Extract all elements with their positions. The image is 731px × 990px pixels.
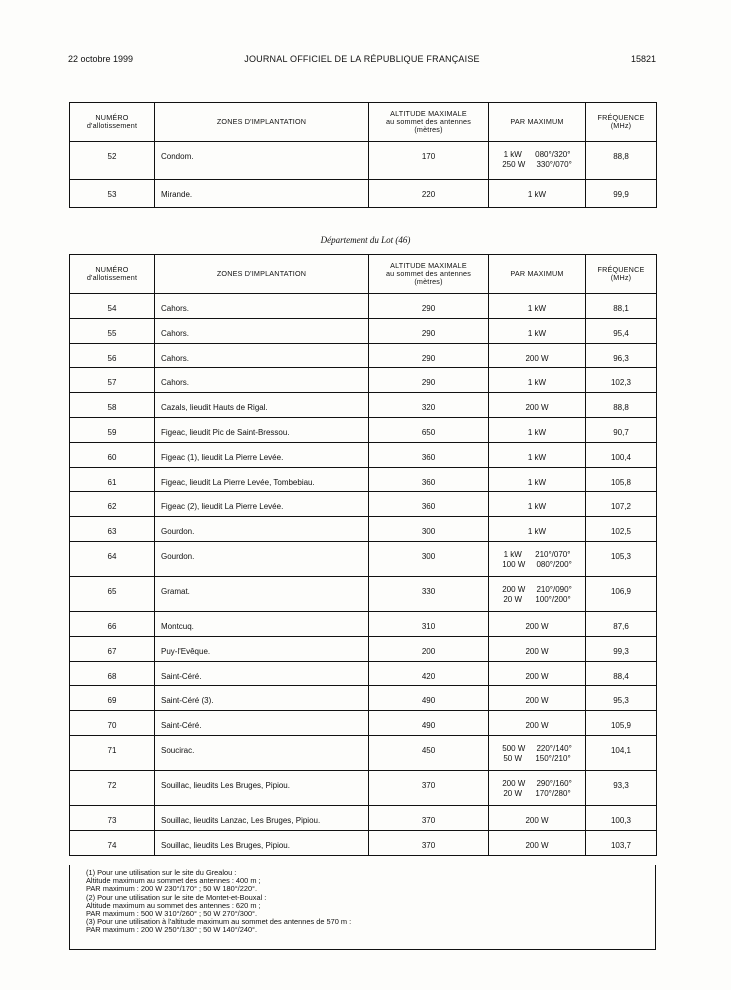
cell-zone <box>155 180 369 208</box>
table-row <box>70 294 657 319</box>
cell-altitude <box>369 442 489 467</box>
cell-frequence <box>586 318 657 343</box>
cell-zone <box>155 442 369 467</box>
footnote-line: (1) Pour une utilisation sur le site du Grealou : <box>86 868 237 877</box>
cell-numero-text: 66 <box>107 621 117 631</box>
cell-frequence <box>586 417 657 442</box>
cell-frequence-text: 87,6 <box>613 621 629 631</box>
cell-zone-text: Gourdon. <box>161 551 195 561</box>
cell-frequence-text: 102,3 <box>610 378 632 388</box>
cell-par-text: 1 kW <box>527 378 547 388</box>
cell-numero <box>70 142 155 180</box>
table-row <box>70 417 657 442</box>
cell-par-line: 500 W 220°/140° <box>502 743 572 753</box>
cell-zone <box>155 686 369 711</box>
cell-zone-text: Gramat. <box>161 586 190 596</box>
cell-numero-text: 68 <box>107 671 117 681</box>
cell-par <box>489 711 586 736</box>
cell-altitude-text: 170 <box>421 152 436 161</box>
cell-zone <box>155 735 369 770</box>
cell-frequence-text: 100,3 <box>610 815 632 825</box>
cell-zone <box>155 711 369 736</box>
cell-zone-text: Figeac, lieudit Pic de Saint-Bressou. <box>161 427 290 437</box>
cell-altitude-text: 320 <box>421 403 436 413</box>
cell-frequence <box>586 576 657 611</box>
cell-zone <box>155 517 369 542</box>
footnote-line: PAR maximum : 500 W 310°/260° ; 50 W 270°/300°. <box>86 909 258 919</box>
cell-numero <box>70 711 155 736</box>
cell-altitude-text: 290 <box>421 304 436 313</box>
cell-par-text: 1 kW <box>527 304 547 313</box>
cell-altitude-text: 290 <box>421 378 436 388</box>
cell-altitude <box>369 770 489 805</box>
cell-frequence-text: 99,3 <box>613 646 629 656</box>
cell-numero-text: 54 <box>107 304 117 313</box>
cell-numero <box>70 770 155 805</box>
cell-par-text: 1 kW <box>527 452 547 462</box>
cell-frequence <box>586 142 657 180</box>
cell-zone-text: Cazals, lieudit Hauts de Rigal. <box>161 403 268 413</box>
table-row <box>70 805 657 830</box>
cell-altitude <box>369 636 489 661</box>
cell-numero <box>70 442 155 467</box>
cell-numero <box>70 576 155 611</box>
cell-zone-text: Gourdon. <box>161 527 195 537</box>
cell-zone <box>155 467 369 492</box>
cell-numero-text: 62 <box>107 502 117 512</box>
cell-altitude <box>369 517 489 542</box>
cell-numero-text: 67 <box>107 646 117 656</box>
cell-altitude-text: 300 <box>421 527 436 537</box>
cell-par <box>489 661 586 686</box>
table-header-row <box>70 255 657 294</box>
cell-numero <box>70 636 155 661</box>
cell-numero-text: 70 <box>107 721 117 731</box>
cell-frequence-text: 102,5 <box>610 527 632 537</box>
cell-par <box>489 417 586 442</box>
cell-altitude <box>369 180 489 208</box>
cell-numero-text: 58 <box>107 403 117 413</box>
cell-numero <box>70 805 155 830</box>
cell-altitude-text: 300 <box>421 551 436 561</box>
cell-numero <box>70 735 155 770</box>
cell-par-line: 50 W 150°/210° <box>503 753 571 763</box>
cell-altitude <box>369 735 489 770</box>
cell-altitude <box>369 467 489 492</box>
table-row <box>70 393 657 418</box>
cell-frequence <box>586 343 657 368</box>
footnote-line: PAR maximum : 200 W 250°/130° ; 50 W 140°/240°. <box>86 925 258 935</box>
footnote-line: Altitude maximum au sommet des antennes : 400 m ; <box>86 876 261 886</box>
cell-altitude <box>369 294 489 319</box>
cell-frequence <box>586 735 657 770</box>
cell-frequence-text: 88,8 <box>613 403 629 413</box>
cell-altitude-text: 290 <box>421 328 436 338</box>
cell-altitude <box>369 686 489 711</box>
cell-zone-text: Saint-Céré. <box>161 721 202 731</box>
table-row <box>70 636 657 661</box>
cell-frequence <box>586 517 657 542</box>
cell-altitude-text: 370 <box>421 815 436 825</box>
table-row <box>70 735 657 770</box>
table-row <box>70 517 657 542</box>
cell-frequence <box>586 711 657 736</box>
cell-par-line: 1 kW 210°/070° <box>503 549 571 559</box>
cell-frequence-text: 93,3 <box>613 780 629 790</box>
cell-frequence <box>586 467 657 492</box>
cell-numero <box>70 467 155 492</box>
cell-numero-text: 71 <box>107 745 117 755</box>
cell-zone-text: Condom. <box>161 152 194 161</box>
cell-par <box>489 541 586 576</box>
cell-par-line: 250 W 330°/070° <box>502 160 572 169</box>
cell-par-text: 200 W <box>525 721 549 731</box>
cell-par-line: 20 W 170°/280° <box>503 788 571 798</box>
cell-altitude-text: 420 <box>421 671 436 681</box>
cell-zone <box>155 368 369 393</box>
cell-altitude <box>369 611 489 636</box>
cell-zone <box>155 576 369 611</box>
cell-zone <box>155 805 369 830</box>
col-header-frequence: FRÉQUENCE (MHz) <box>586 255 657 294</box>
page-number: 15821 <box>630 54 656 64</box>
cell-frequence-text: 88,1 <box>613 304 629 313</box>
cell-frequence-text: 88,4 <box>613 671 629 681</box>
cell-altitude <box>369 368 489 393</box>
cell-numero-text: 63 <box>107 527 117 537</box>
cell-numero-text: 53 <box>107 190 117 199</box>
cell-frequence-text: 103,7 <box>610 840 632 850</box>
cell-par-line: 1 kW 080°/320° <box>503 150 571 159</box>
col-header-altitude: ALTITUDE MAXIMALE au sommet des antennes (mètres) <box>369 255 489 294</box>
cell-frequence-text: 106,9 <box>610 586 632 596</box>
cell-frequence <box>586 393 657 418</box>
cell-altitude <box>369 343 489 368</box>
cell-frequence-text: 105,8 <box>610 477 632 487</box>
cell-zone-text: Mirande. <box>161 190 193 199</box>
cell-par <box>489 770 586 805</box>
col-header-numero: NUMÉRO d'allotissement <box>70 103 155 142</box>
cell-zone <box>155 830 369 855</box>
cell-zone <box>155 541 369 576</box>
table-body <box>70 142 657 208</box>
cell-altitude <box>369 541 489 576</box>
footnote-line: (3) Pour une utilisation à l'altitude maximum au sommet des antennes de 570 m : <box>86 917 352 927</box>
cell-altitude-text: 290 <box>421 353 436 363</box>
cell-numero-text: 72 <box>107 780 117 790</box>
cell-altitude <box>369 142 489 180</box>
cell-par-line: 100 W 080°/200° <box>502 559 572 569</box>
cell-frequence <box>586 830 657 855</box>
table-row <box>70 576 657 611</box>
cell-par-line: 20 W 100°/200° <box>503 594 571 604</box>
cell-numero <box>70 393 155 418</box>
cell-zone-text: Figeac (1), lieudit La Pierre Levée. <box>161 452 284 462</box>
cell-frequence-text: 105,9 <box>610 721 632 731</box>
allotment-table-1 <box>69 102 657 208</box>
cell-altitude-text: 370 <box>421 840 436 850</box>
footnote-line: Altitude maximum au sommet des antennes : 620 m ; <box>86 900 261 910</box>
cell-numero <box>70 686 155 711</box>
cell-par <box>489 142 586 180</box>
cell-frequence-text: 96,3 <box>613 353 629 363</box>
cell-numero <box>70 368 155 393</box>
cell-zone-text: Cahors. <box>161 328 190 338</box>
cell-zone-text: Figeac (2), lieudit La Pierre Levée. <box>161 502 284 512</box>
cell-altitude-text: 360 <box>421 452 436 462</box>
cell-numero <box>70 661 155 686</box>
table-row <box>70 142 657 180</box>
table-row <box>70 830 657 855</box>
cell-numero-text: 52 <box>107 152 117 161</box>
cell-par <box>489 611 586 636</box>
table-row <box>70 661 657 686</box>
cell-altitude-text: 310 <box>421 621 436 631</box>
cell-par <box>489 636 586 661</box>
cell-frequence <box>586 368 657 393</box>
cell-altitude-text: 650 <box>421 427 436 437</box>
cell-par-text: 200 W <box>525 353 549 363</box>
cell-zone <box>155 492 369 517</box>
table-row <box>70 686 657 711</box>
cell-altitude-text: 220 <box>421 190 436 199</box>
cell-zone-text: Souillac, lieudits Les Bruges, Pipiou. <box>161 780 290 790</box>
cell-frequence-text: 95,4 <box>613 328 629 338</box>
cell-par-line: 200 W 210°/090° <box>502 584 572 594</box>
cell-altitude-text: 370 <box>421 780 436 790</box>
cell-numero-text: 73 <box>107 815 117 825</box>
cell-par-text: 200 W <box>525 671 549 681</box>
cell-zone-text: Souillac, lieudits Lanzac, Les Bruges, Pipiou. <box>161 815 321 825</box>
cell-par <box>489 368 586 393</box>
table-row <box>70 343 657 368</box>
cell-numero-text: 56 <box>107 353 117 363</box>
cell-par <box>489 343 586 368</box>
cell-zone-text: Soucirac. <box>161 745 195 755</box>
cell-numero-text: 57 <box>107 378 117 388</box>
cell-zone <box>155 611 369 636</box>
cell-numero <box>70 611 155 636</box>
cell-zone-text: Cahors. <box>161 304 190 313</box>
table-header-row <box>70 103 657 142</box>
cell-numero <box>70 517 155 542</box>
cell-altitude <box>369 661 489 686</box>
cell-altitude <box>369 318 489 343</box>
col-header-zones: ZONES D'IMPLANTATION <box>155 255 369 294</box>
cell-par <box>489 492 586 517</box>
cell-numero <box>70 180 155 208</box>
cell-par-text: 200 W <box>525 646 549 656</box>
cell-numero <box>70 294 155 319</box>
cell-frequence <box>586 805 657 830</box>
cell-altitude <box>369 830 489 855</box>
cell-par-text: 200 W <box>525 403 549 413</box>
cell-altitude-text: 450 <box>421 745 436 755</box>
department-title: Département du Lot (46) <box>320 235 411 245</box>
cell-par-text: 1 kW <box>527 190 547 199</box>
cell-numero-text: 64 <box>107 551 117 561</box>
cell-altitude <box>369 417 489 442</box>
cell-altitude <box>369 492 489 517</box>
cell-zone-text: Montcuq. <box>161 621 194 631</box>
cell-frequence-text: 105,3 <box>610 551 632 561</box>
cell-altitude-text: 330 <box>421 586 436 596</box>
cell-numero-text: 55 <box>107 328 117 338</box>
table-row <box>70 442 657 467</box>
cell-numero <box>70 492 155 517</box>
cell-altitude-text: 360 <box>421 502 436 512</box>
cell-par-line: 200 W 290°/160° <box>502 778 572 788</box>
cell-frequence-text: 95,3 <box>613 696 629 706</box>
cell-altitude-text: 490 <box>421 696 436 706</box>
table-row <box>70 492 657 517</box>
cell-zone <box>155 343 369 368</box>
cell-numero <box>70 343 155 368</box>
cell-par-text: 1 kW <box>527 477 547 487</box>
table-row <box>70 318 657 343</box>
cell-par <box>489 318 586 343</box>
cell-par <box>489 180 586 208</box>
table-row <box>70 541 657 576</box>
cell-altitude-text: 490 <box>421 721 436 731</box>
cell-frequence <box>586 661 657 686</box>
cell-par <box>489 805 586 830</box>
cell-zone <box>155 661 369 686</box>
cell-numero-text: 61 <box>107 477 117 487</box>
cell-frequence-text: 107,2 <box>610 502 632 512</box>
cell-frequence-text: 90,7 <box>613 427 629 437</box>
cell-zone <box>155 636 369 661</box>
cell-par-text: 200 W <box>525 815 549 825</box>
cell-frequence <box>586 541 657 576</box>
cell-frequence-text: 88,8 <box>613 152 629 161</box>
table-row <box>70 770 657 805</box>
cell-par <box>489 576 586 611</box>
cell-par-text: 1 kW <box>527 328 547 338</box>
journal-title: JOURNAL OFFICIEL DE LA RÉPUBLIQUE FRANÇAISE <box>244 54 480 64</box>
cell-altitude <box>369 576 489 611</box>
col-header-par: PAR MAXIMUM <box>489 103 586 142</box>
footnote-line: (2) Pour une utilisation sur le site de Montet-et-Bouxal : <box>86 892 267 902</box>
cell-par-text: 1 kW <box>527 427 547 437</box>
cell-numero <box>70 541 155 576</box>
cell-altitude <box>369 711 489 736</box>
footnotes <box>69 865 656 950</box>
cell-altitude-text: 360 <box>421 477 436 487</box>
table-row <box>70 711 657 736</box>
allotment-table-2 <box>69 254 657 856</box>
cell-zone-text: Saint-Céré. <box>161 671 202 681</box>
cell-numero-text: 69 <box>107 696 117 706</box>
cell-frequence <box>586 611 657 636</box>
cell-par-text: 200 W <box>525 696 549 706</box>
cell-zone-text: Souillac, lieudits Les Bruges, Pipiou. <box>161 840 290 850</box>
cell-altitude <box>369 393 489 418</box>
cell-par <box>489 735 586 770</box>
cell-par <box>489 467 586 492</box>
cell-frequence-text: 104,1 <box>610 745 632 755</box>
col-header-frequence: FRÉQUENCE (MHz) <box>586 103 657 142</box>
cell-par-text: 1 kW <box>527 527 547 537</box>
cell-numero-text: 59 <box>107 427 117 437</box>
col-header-altitude: ALTITUDE MAXIMALE au sommet des antennes (mètres) <box>369 103 489 142</box>
table-row <box>70 611 657 636</box>
cell-zone <box>155 417 369 442</box>
cell-frequence-text: 99,9 <box>613 190 629 199</box>
cell-zone-text: Saint-Céré (3). <box>161 696 214 706</box>
cell-zone-text: Cahors. <box>161 353 190 363</box>
cell-par-text: 200 W <box>525 621 549 631</box>
col-header-numero: NUMÉRO d'allotissement <box>70 255 155 294</box>
cell-zone <box>155 142 369 180</box>
cell-altitude <box>369 805 489 830</box>
table-row <box>70 180 657 208</box>
cell-frequence <box>586 492 657 517</box>
col-header-par: PAR MAXIMUM <box>489 255 586 294</box>
cell-par <box>489 517 586 542</box>
cell-frequence-text: 100,4 <box>610 452 632 462</box>
cell-zone <box>155 770 369 805</box>
table-row <box>70 467 657 492</box>
cell-numero-text: 60 <box>107 452 117 462</box>
col-header-zones: ZONES D'IMPLANTATION <box>155 103 369 142</box>
cell-frequence <box>586 636 657 661</box>
cell-frequence <box>586 294 657 319</box>
cell-numero <box>70 318 155 343</box>
cell-frequence <box>586 686 657 711</box>
header-date: 22 octobre 1999 <box>68 54 134 64</box>
cell-zone <box>155 294 369 319</box>
cell-zone-text: Puy-l'Evêque. <box>161 646 211 656</box>
cell-frequence <box>586 442 657 467</box>
cell-numero-text: 65 <box>107 586 117 596</box>
cell-par <box>489 830 586 855</box>
cell-par-text: 1 kW <box>527 502 547 512</box>
table-body <box>70 294 657 856</box>
cell-frequence <box>586 180 657 208</box>
table-row <box>70 368 657 393</box>
page-header <box>68 54 656 68</box>
cell-par-text: 200 W <box>525 840 549 850</box>
cell-numero <box>70 830 155 855</box>
cell-par <box>489 393 586 418</box>
cell-zone <box>155 393 369 418</box>
cell-zone-text: Cahors. <box>161 378 190 388</box>
footnote-line: PAR maximum : 200 W 230°/170° ; 50 W 180°/220°. <box>86 884 258 894</box>
cell-numero <box>70 417 155 442</box>
cell-par <box>489 294 586 319</box>
cell-zone-text: Figeac, lieudit La Pierre Levée, Tombebiau. <box>161 477 315 487</box>
cell-par <box>489 442 586 467</box>
cell-numero-text: 74 <box>107 840 117 850</box>
cell-frequence <box>586 770 657 805</box>
cell-zone <box>155 318 369 343</box>
cell-altitude-text: 200 <box>421 646 436 656</box>
cell-par <box>489 686 586 711</box>
